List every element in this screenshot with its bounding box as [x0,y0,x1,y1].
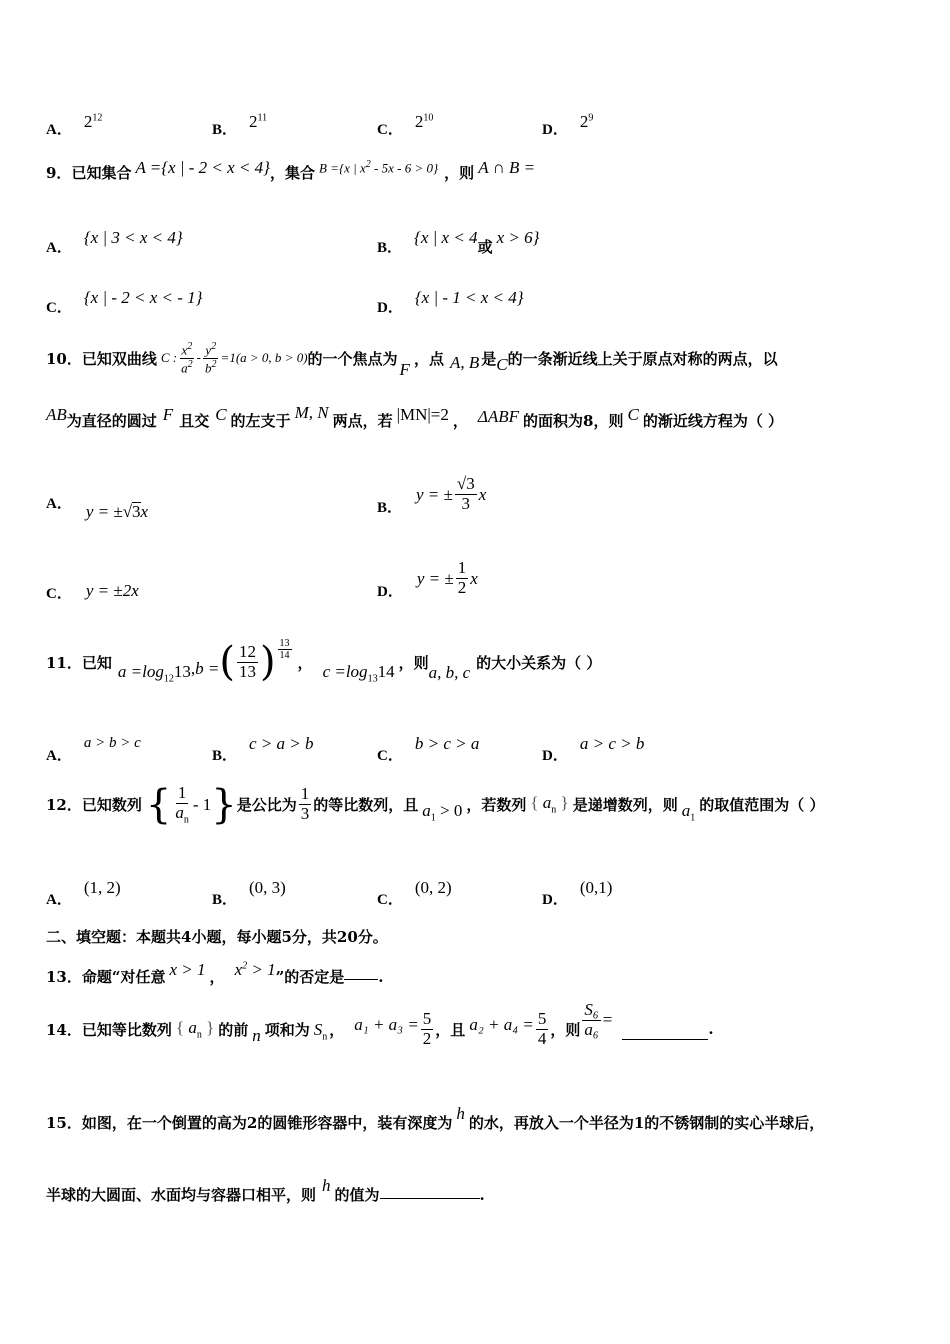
question-15-stem-line1: 15． 如图，在一个倒置的高为2的圆锥形容器中，装有深度为 h 的水，再放入一个半径为1的不锈钢制的实心半球后， [46,1103,825,1132]
option-value: $2^{10}$ [414,111,434,131]
q11-option-d: D． a > c > b [542,733,645,764]
q12-option-b: B． (0, 3) [212,877,286,908]
option-value: $2^{12}$ [83,111,103,131]
q8-option-d [542,104,593,139]
q11-option-b: B． c > a > b [212,733,314,764]
q11-option-a: A． a > b > c [46,735,141,764]
answer-blank[interactable] [622,1039,708,1040]
q10-option-a: A． y = ± √ 3 x [46,495,149,522]
q10-option-c: C． y = ±2x [46,580,139,602]
option-label: A． [46,122,72,138]
q8-option-a [46,104,102,139]
q9-option-d: D． {x | - 1 < x < 4} [377,287,524,316]
q12-option-d: D． (0,1) [542,877,613,908]
question-10-stem-line1: 10． 已知双曲线 C : $\frac{x^2}{a^2}$ - $\frac{y^2}{b^2}$ =1(a > 0, b > 0) 的一个焦点为 F ，点 A, B 是 C 的一条渐近线上关于原点对称的两点，以 [46,340,778,379]
q8-option-c [377,104,433,139]
question-15-stem-line2: 半球的大圆面、水面均与容器口相平，则 h 的值为 . [46,1175,485,1204]
q11-option-c: C． b > c > a [377,733,480,764]
option-label: D． [542,122,568,138]
option-label: B． [212,122,238,138]
question-10-stem-line2: AB 为直径的圆过 F 且交 C 的左支于 M, N 两点，若 |MN|=2 ， ΔABF 的面积为8，则 C 的渐近线方程为（ ） [46,402,784,430]
q12-option-a: A． (1, 2) [46,877,121,908]
q9-option-a: A． {x | 3 < x < 4} [46,227,183,256]
question-9-stem: 9． 已知集合 A ={x | - 2 < x < 4} ，集合 B ={x | $x^2 - 5x - 6 > 0$} ，则 A ∩ B = [46,157,536,182]
q12-option-c: C． (0, 2) [377,877,452,908]
option-value: $2^9$ [579,111,594,131]
option-label: C． [377,122,403,138]
q8-option-b [212,104,267,139]
question-11-stem: 11． 已知 $a =\log_{12}13$ , b = ( $\frac{12}{13}$ ) $\frac{13}{14}$ ， $c =\log_{13}14$ ，则 a, b, c 的大小关系为（ ） [46,637,602,686]
question-13-stem: 13． 命题“对任意 x > 1 ， $x^2 > 1$ ”的否定是 . [46,959,384,986]
q10-option-d: D． y = ± $\frac{1}{2}$ x [377,558,478,600]
question-14-stem: 14． 已知等比数列 { $a_n$ } 的前 n 项和为 $S_n$ ， a₁ + a₃ = $\frac{5}{2}$ ，且 a₂ + a₄ = $\frac{5}{4}$ ，则 $\frac{\text{S₆}}{\text{a₆}}$ = . [46,1000,714,1048]
answer-blank[interactable] [380,1198,480,1199]
section-heading: 二、填空题：本题共4小题，每小题5分，共20分。 [46,928,388,946]
q10-option-b: B． y = ± $\frac{√3}{3}$ x [377,474,487,516]
q9-option-b: B． {x | x < 4 或 x > 6} [377,227,540,256]
option-value: $2^{11}$ [249,111,268,131]
q9-option-c: C． {x | - 2 < x < - 1} [46,287,203,316]
answer-blank[interactable] [344,979,378,980]
question-12-stem: 12． 已知数列 { $\frac{1}{a_n}$ - 1 } 是公比为 $\frac{1}{3}$ 的等比数列，且 $a_1 > 0$ ，若数列 { $a_n$ } 是递增数列，则 $a_1$ 的取值范围为（ ） [46,781,825,828]
